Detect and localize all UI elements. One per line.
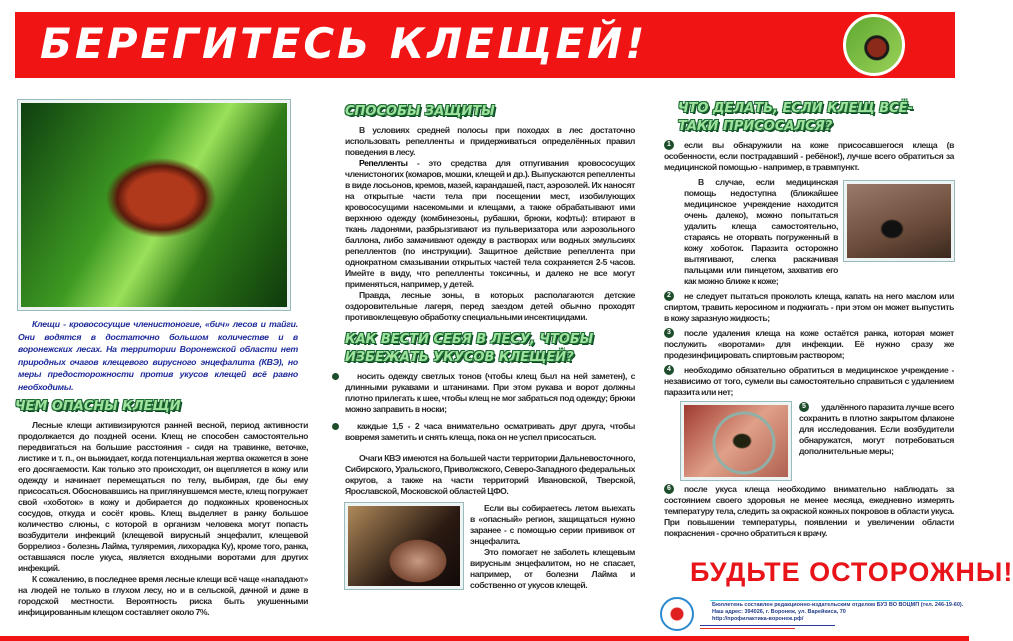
- column-2: [332, 103, 635, 591]
- tbe-regions-text: Очаги КВЭ имеются на большей части территории Дальневосточного, Сибирского, Уральского, Приволжского, Северо-Западного федеральных округов, а также на части территорий Ивановской, Тверской, Ярославской, Московской областей ЦФО.: [345, 453, 635, 496]
- number-badge-icon: 2: [664, 291, 674, 301]
- intro-text: Клещи - кровососущие членистоногие, «бич» лесов и тайги. Они водятся в достаточно большом количестве и в воронежских лесах. На территории Воронежской области нет природных очагов клещевого вирусного энцефалита (КВЭ), но меры предосторожности против укусов клещей всё равно необходимы.: [18, 319, 298, 392]
- step-text: необходимо обязательно обратиться в медицинское учреждение - независимо от того, сумели вы самостоятельно справиться с удалением паразита или нет;: [664, 365, 954, 397]
- repellents-text: - это средства для отпугивания кровососущих членистоногих (комаров, мошки, клещей и др.). Выпускаются репелленты в виде лосьонов, кремов, мазей, карандашей, паст, аэрозолей. Их наносят на открытые части тела при посещении мест, изобилующих кровососущими насекомыми и клещами, а также обрабатывают ими верхнюю одежду (комбинезоны, рубашки, брюки, кофты): втирают в ткань ладонями, разбрызгивают из пульверизатора или аэрозольного баллона, либо замачивают одежду в растворах или водных эмульсиях репеллентов (по инструкции). Защитное действие репеллента при однократном смазывании открытых частей тела сохраняется 2-5 часов. Имейте в виду, что репелленты токсичны, и далеко не все могут применяться, например, у детей.: [345, 158, 635, 289]
- be-careful-slogan: БУДЬТЕ ОСТОРОЖНЫ!: [690, 557, 1013, 587]
- protection-paragraph-3: Правда, лесные зоны, в которых располагаются детские оздоровительные лагеря, перед заездом детей обычно проходят противоклещевую обработку специальными инсектицидами.: [345, 290, 635, 322]
- number-badge-icon: 4: [664, 365, 674, 375]
- footer-bulletin-line: Бюллетень составлен редакционно-издательским отделом БУЗ ВО ВОЦМП (тел. 246-19-60).: [712, 602, 964, 608]
- bullet-icon: [332, 373, 339, 380]
- step-item: [664, 328, 954, 361]
- bullet-item: [332, 371, 635, 415]
- column-1: [15, 100, 308, 618]
- bullet-text: каждые 1,5 - 2 часа внимательно осматривать друг друга, чтобы вовремя заметить и снять клеща, пока он не успел присосаться.: [345, 421, 635, 442]
- poster-title: БЕРЕГИТЕСЬ КЛЕЩЕЙ!: [40, 19, 648, 68]
- footer-divider: [710, 600, 950, 601]
- footer-divider: [700, 625, 835, 626]
- dangers-paragraph-2: К сожалению, в последнее время лесные клещи всё чаще «нападают» на людей не только в глухом лесу, но и в сельской, дачной и даже в городской местности. Вероятность риска быть укушенными инфицированным клещом составляет около 7%.: [18, 574, 308, 617]
- repellents-term: Репелленты: [359, 158, 408, 168]
- heading-protection: СПОСОБЫ ЗАЩИТЫ: [345, 104, 495, 119]
- protection-paragraph-2: [345, 158, 635, 290]
- column-3: [664, 100, 954, 539]
- bottom-red-bar: [0, 636, 969, 641]
- footer-address-line: Наш адрес: 394026, г. Воронеж, ул. Варейкиса, 70: [712, 609, 846, 615]
- number-badge-icon: 1: [664, 140, 674, 150]
- number-badge-icon: 3: [664, 328, 674, 338]
- protection-paragraph-1: В условиях средней полосы при походах в лес достаточно использовать репелленты и придерживаться определённых правил поведения в лесу.: [345, 125, 635, 157]
- footer-divider: [700, 628, 795, 629]
- footer-info: [712, 602, 963, 623]
- number-badge-icon: 6: [664, 484, 674, 494]
- step-item: [799, 402, 954, 457]
- bullet-item: [332, 421, 635, 443]
- self-removal-text: В случае, если медицинская помощь недоступна (ближайшее медицинское учреждение находится очень далеко), можно попытаться удалить клеща самостоятельно, стараясь не оторвать погруженный в кожу хоботок. Паразита осторожно вытягивают, слегка раскачивая пальцами или пинцетом, захватив его как можно ближе к коже;: [684, 177, 838, 286]
- step-item: [664, 140, 954, 173]
- step-text: если вы обнаружили на коже присосавшегося клеща (в особенности, если пострадавший - ребёнок!), лучше всего обратиться за медицинской помощью - например, в травмпункт.: [664, 140, 954, 172]
- step-item: [664, 291, 954, 324]
- magnifier-tick-photo: [681, 402, 791, 480]
- vaccination-text-1: Если вы собираетесь летом выехать в «опасный» регион, защищаться нужно заранее - с помощью серии прививок от энцефалита.: [470, 503, 635, 546]
- heading-dangers: ЧЕМ ОПАСНЫ КЛЕЩИ: [15, 399, 181, 414]
- heading-what-to-do: ЧТО ДЕЛАТЬ, ЕСЛИ КЛЕЩ ВСЁ-ТАКИ ПРИСОСАЛСЯ?: [678, 101, 913, 134]
- step-item: [664, 365, 954, 398]
- bullet-icon: [332, 423, 339, 430]
- tick-in-tweezers-photo: [844, 181, 954, 261]
- step-text: после укуса клеща необходимо внимательно наблюдать за состоянием своего здоровья не менее месяца, ежедневно измерять температуру тела, следить за окраской кожных покровов в области укуса. При повышении температуры, появлении и увеличении области покраснения - срочно обратиться к врачу.: [664, 484, 954, 538]
- vaccination-photo: [345, 503, 463, 589]
- health-center-logo-icon: [660, 597, 694, 631]
- heading-forest-behavior: КАК ВЕСТИ СЕБЯ В ЛЕСУ, ЧТОБЫ ИЗБЕЖАТЬ УКУСОВ КЛЕЩЕЙ?: [345, 332, 594, 365]
- bullet-text: носить одежду светлых тонов (чтобы клещ был на ней заметен), с длинными рукавами и штанинами. При этом рукава и ворот должны плотно прилегать к шее, чтобы клещ не мог забраться под одежду; брюки можно заправить в носки;: [345, 371, 635, 414]
- step-text: после удаления клеща на коже остаётся ранка, которая может послужить «воротами» для инфекции. Её нужно сразу же продезинфицировать спиртовым раствором;: [664, 328, 954, 360]
- vaccination-text-2: Это помогает не заболеть клещевым вирусным энцефалитом, но не спасает, например, от болезни Лайма и собственно от укусов клещей.: [470, 547, 635, 590]
- step-text: не следует пытаться проколоть клеща, капать на него маслом или спиртом, травить керосином и поджигать - при этом он может выпустить в кожу заразную жидкость;: [664, 291, 954, 323]
- tick-on-grass-photo: [18, 100, 290, 310]
- step-item: [664, 484, 954, 539]
- tick-logo-icon: [843, 14, 905, 76]
- footer-website-link[interactable]: http://профилактика-воронеж.рф/: [712, 616, 804, 622]
- dangers-paragraph-1: Лесные клещи активизируются ранней весной, период активности продолжается до поздней осени. Клещ не способен самостоятельно передвигаться на большие расстояния - сидя на травинке, веточке, листике и т. п., он выжидает, когда потенциальная жертва окажется в зоне его досягаемости. Как только это происходит, он вцепляется в кожу или одежду и начинает перемещаться по телу, выбирая, где бы ему присосаться. Обосновавшись на приглянувшемся месте, клещ погружает свой «хоботок» в кожу и добирается до подкожных кровеносных сосудов, откуда и сосёт кровь. Клещ выделяет в ранку большое количество слюны, с которой в организм человека могут попасть возбудители инфекций (клещевой вирусный энцефалит, клещевой боррелиоз - болезнь Лайма, туляремия, лихорадка Ку), кроме того, ранка, оставшаяся после укуса, является входными воротами для других инфекций.: [18, 420, 308, 573]
- number-badge-icon: 5: [799, 402, 809, 412]
- step-text: удалённого паразита лучше всего сохранить в плотно закрытом флаконе для исследования. Если возбудители обнаружатся, могут потребоваться дополнительные меры;: [799, 402, 954, 456]
